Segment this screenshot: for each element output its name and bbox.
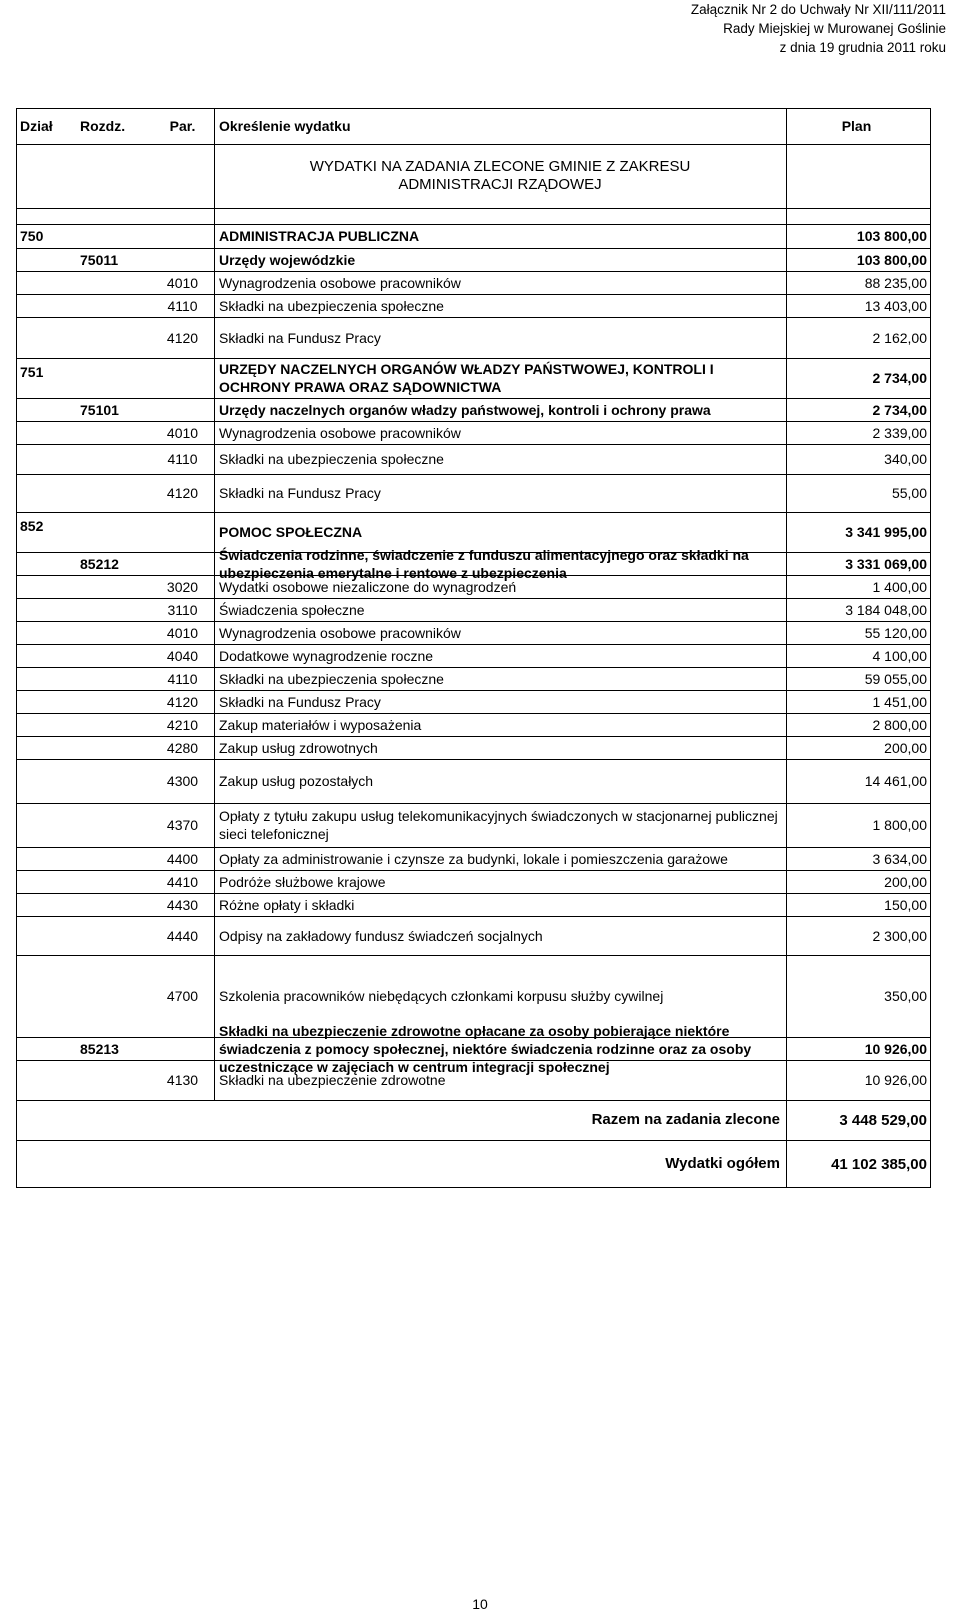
cell-plan: 3 331 069,00 xyxy=(845,555,927,572)
cell-plan: 55 120,00 xyxy=(864,624,927,641)
cell-plan: 2 300,00 xyxy=(872,927,927,944)
grid-line xyxy=(16,803,930,804)
grid-line xyxy=(16,1140,930,1141)
table-row xyxy=(16,644,930,667)
cell-plan: 103 800,00 xyxy=(856,228,927,244)
cell-par: 4210 xyxy=(166,716,199,733)
cell-dzial: 750 xyxy=(20,228,44,244)
cell-par xyxy=(151,398,214,421)
cell-opis: Opłaty za administrowanie i czynsze za budynki, lokale i pomieszczenia garażowe xyxy=(219,850,728,867)
cell-dzial xyxy=(16,317,71,358)
summary-label: Razem na zadania zlecone xyxy=(591,1111,780,1128)
expenditure-table xyxy=(16,108,930,1188)
grid-line xyxy=(16,144,930,145)
cell-par xyxy=(151,248,214,271)
grid-line xyxy=(16,1060,930,1061)
cell-par: 4010 xyxy=(166,624,199,641)
cell-opis: Składki na ubezpieczenie zdrowotne xyxy=(219,1072,446,1088)
cell-rozdz xyxy=(71,955,151,1037)
cell-rozdz xyxy=(71,759,151,803)
grid-line xyxy=(16,598,930,599)
cell-plan: 1 800,00 xyxy=(872,817,927,833)
cell-par: 4120 xyxy=(166,329,199,346)
cell-opis: Odpisy na zakładowy fundusz świadczeń socjalnych xyxy=(219,927,543,944)
summary-row xyxy=(16,1100,930,1140)
table-row xyxy=(16,1060,930,1100)
cell-opis: Różne opłaty i składki xyxy=(219,896,355,913)
table-row xyxy=(16,358,930,398)
cell-par: 4440 xyxy=(166,927,199,944)
grid-line xyxy=(214,108,215,1100)
cell-rozdz xyxy=(71,803,151,847)
cell-opis: Zakup materiałów i wyposażenia xyxy=(219,716,422,733)
cell-dzial: 751 xyxy=(20,364,44,380)
cell-opis: Składki na Fundusz Pracy xyxy=(219,693,381,710)
cell-par: 4120 xyxy=(166,693,199,710)
cell-par xyxy=(151,552,214,575)
cell-opis: Składki na Fundusz Pracy xyxy=(219,485,381,501)
cell-plan: 14 461,00 xyxy=(864,773,927,789)
table-row xyxy=(16,271,930,294)
grid-line xyxy=(16,870,930,871)
grid-line xyxy=(16,667,930,668)
cell-par: 4280 xyxy=(166,739,199,756)
header-line-1: Załącznik Nr 2 do Uchwały Nr XII/111/2011 xyxy=(690,2,946,17)
cell-rozdz xyxy=(71,444,151,474)
cell-plan: 3 341 995,00 xyxy=(845,524,927,540)
cell-plan: 3 634,00 xyxy=(872,850,927,867)
cell-dzial xyxy=(16,644,71,667)
cell-plan: 55,00 xyxy=(891,485,927,501)
cell-plan: 350,00 xyxy=(884,988,927,1004)
page-number: 10 xyxy=(472,1596,488,1612)
cell-opis: Wynagrodzenia osobowe pracowników xyxy=(219,424,461,441)
cell-opis: Składki na ubezpieczenia społeczne xyxy=(219,297,444,314)
table-row xyxy=(16,248,930,271)
cell-plan: 88 235,00 xyxy=(864,274,927,291)
cell-dzial xyxy=(16,248,71,271)
cell-opis: Wydatki osobowe niezaliczone do wynagrodzeń xyxy=(219,578,517,595)
cell-dzial xyxy=(16,1060,71,1100)
grid-line xyxy=(16,294,930,295)
grid-line xyxy=(16,358,930,359)
column-header-rozdz: Rozdz. xyxy=(80,118,126,134)
grid-line xyxy=(16,916,930,917)
table-row xyxy=(16,916,930,955)
cell-plan: 13 403,00 xyxy=(864,297,927,314)
grid-line xyxy=(16,713,930,714)
grid-line xyxy=(16,271,930,272)
cell-plan: 1 400,00 xyxy=(872,578,927,595)
grid-line xyxy=(16,893,930,894)
grid-line xyxy=(16,575,930,576)
cell-par: 4110 xyxy=(167,297,198,314)
cell-dzial xyxy=(16,271,71,294)
cell-rozdz xyxy=(71,916,151,955)
table-row xyxy=(16,1022,930,1075)
grid-line xyxy=(16,317,930,318)
cell-rozdz: 85212 xyxy=(80,555,119,572)
summary-row xyxy=(16,1140,930,1188)
cell-rozdz xyxy=(71,317,151,358)
table-row xyxy=(16,398,930,421)
cell-opis: Zakup usług zdrowotnych xyxy=(219,739,378,756)
cell-opis: Dodatkowe wynagrodzenie roczne xyxy=(219,647,434,664)
cell-dzial xyxy=(16,690,71,713)
cell-opis: Składki na ubezpieczenia społeczne xyxy=(219,670,444,687)
column-header-plan: Plan xyxy=(841,118,872,134)
table-row xyxy=(16,847,930,870)
cell-opis: Składki na Fundusz Pracy xyxy=(219,329,381,346)
grid-line xyxy=(16,552,930,553)
grid-line xyxy=(16,759,930,760)
cell-par: 3110 xyxy=(167,601,198,618)
table-row xyxy=(16,621,930,644)
cell-rozdz xyxy=(71,870,151,893)
cell-opis: Składki na ubezpieczenie zdrowotne opłacane za osoby pobierające niektóre świadczenia z pomocy społecznej, niektóre świadczenia rodzinne oraz za osoby uczestniczące w zajęciach w centrum integracji społecznej xyxy=(219,1022,752,1075)
cell-opis: Wynagrodzenia osobowe pracowników xyxy=(219,624,461,641)
grid-line xyxy=(16,444,930,445)
cell-rozdz xyxy=(71,474,151,512)
section-title-row xyxy=(16,144,930,208)
cell-opis: Urzędy naczelnych organów władzy państwowej, kontroli i ochrony prawa xyxy=(219,401,711,418)
cell-rozdz xyxy=(71,598,151,621)
cell-dzial xyxy=(16,294,71,317)
grid-line xyxy=(16,644,930,645)
cell-rozdz xyxy=(71,575,151,598)
cell-opis: Wynagrodzenia osobowe pracowników xyxy=(219,274,461,291)
cell-par: 4300 xyxy=(166,773,199,789)
grid-line xyxy=(16,108,930,109)
cell-opis: Urzędy wojewódzkie xyxy=(219,251,356,268)
cell-rozdz xyxy=(71,893,151,916)
cell-dzial xyxy=(16,759,71,803)
cell-par: 4110 xyxy=(167,451,198,467)
cell-opis: Podróże służbowe krajowe xyxy=(219,873,386,890)
cell-opis: Świadczenia społeczne xyxy=(219,601,365,618)
cell-plan: 200,00 xyxy=(884,739,927,756)
cell-par xyxy=(151,512,214,552)
cell-dzial xyxy=(16,421,71,444)
cell-dzial: 852 xyxy=(20,518,44,534)
cell-par xyxy=(151,358,214,398)
cell-plan: 4 100,00 xyxy=(872,647,927,664)
cell-rozdz xyxy=(71,736,151,759)
column-header-dzial: Dział xyxy=(20,118,53,134)
cell-dzial xyxy=(16,621,71,644)
cell-rozdz xyxy=(71,847,151,870)
cell-plan: 2 734,00 xyxy=(872,370,927,386)
cell-rozdz xyxy=(71,644,151,667)
table-row xyxy=(16,444,930,474)
cell-rozdz xyxy=(71,1060,151,1100)
table-row xyxy=(16,893,930,916)
cell-dzial xyxy=(16,736,71,759)
column-header-opis: Określenie wydatku xyxy=(219,118,351,134)
table-row xyxy=(16,317,930,358)
header-line-2: Rady Miejskiej w Murowanej Goślinie xyxy=(723,21,946,36)
cell-par: 4120 xyxy=(166,485,199,501)
cell-plan: 2 339,00 xyxy=(872,424,927,441)
table-row xyxy=(16,736,930,759)
column-header-par: Par. xyxy=(169,118,196,134)
grid-line xyxy=(16,108,17,1188)
cell-par: 4130 xyxy=(166,1072,199,1088)
cell-dzial xyxy=(16,667,71,690)
cell-plan: 2 734,00 xyxy=(872,401,927,418)
grid-line xyxy=(16,690,930,691)
cell-dzial xyxy=(16,713,71,736)
table-row xyxy=(16,575,930,598)
grid-line xyxy=(16,208,930,209)
cell-dzial xyxy=(16,803,71,847)
table-row xyxy=(16,803,930,847)
table-row xyxy=(16,598,930,621)
cell-rozdz xyxy=(71,690,151,713)
cell-plan: 10 926,00 xyxy=(864,1072,927,1088)
cell-par xyxy=(151,1037,214,1060)
cell-par: 4110 xyxy=(167,670,198,687)
cell-dzial xyxy=(16,870,71,893)
cell-dzial xyxy=(16,847,71,870)
cell-opis: URZĘDY NACZELNYCH ORGANÓW WŁADZY PAŃSTWOWEJ, KONTROLI I OCHRONY PRAWA ORAZ SĄDOWNICTWA xyxy=(219,361,714,395)
grid-line xyxy=(16,736,930,737)
cell-opis: Składki na ubezpieczenia społeczne xyxy=(219,451,444,467)
table-row xyxy=(16,690,930,713)
cell-opis: Zakup usług pozostałych xyxy=(219,773,374,789)
cell-dzial xyxy=(16,598,71,621)
cell-rozdz xyxy=(71,667,151,690)
cell-par: 4370 xyxy=(166,817,199,833)
grid-line xyxy=(16,1037,930,1038)
grid-line xyxy=(16,248,930,249)
cell-dzial xyxy=(16,916,71,955)
cell-plan: 59 055,00 xyxy=(864,670,927,687)
cell-opis: Szkolenia pracowników niebędących członkami korpusu służby cywilnej xyxy=(219,988,664,1004)
cell-plan: 150,00 xyxy=(884,896,927,913)
cell-par: 4400 xyxy=(166,850,199,867)
cell-opis: Świadczenia rodzinne, świadczenie z funduszu alimentacyjnego oraz składki na ubezpieczenia emerytalne i rentowe z ubezpieczenia xyxy=(219,546,749,581)
grid-line xyxy=(16,224,930,225)
cell-rozdz xyxy=(71,421,151,444)
cell-par: 4410 xyxy=(166,873,199,890)
cell-dzial xyxy=(16,474,71,512)
summary-label: Wydatki ogółem xyxy=(665,1155,780,1172)
summary-value: 41 102 385,00 xyxy=(831,1155,927,1173)
cell-rozdz xyxy=(71,713,151,736)
cell-rozdz: 85213 xyxy=(80,1040,119,1057)
cell-plan: 1 451,00 xyxy=(872,693,927,710)
spacer-row xyxy=(16,208,930,224)
cell-par: 4010 xyxy=(166,274,199,291)
cell-dzial xyxy=(16,444,71,474)
cell-opis: POMOC SPOŁECZNA xyxy=(219,524,363,540)
document-header xyxy=(691,0,946,57)
cell-rozdz xyxy=(71,512,151,552)
cell-rozdz: 75101 xyxy=(80,401,119,418)
cell-plan: 200,00 xyxy=(884,873,927,890)
cell-dzial xyxy=(16,955,71,1037)
cell-plan: 3 184 048,00 xyxy=(845,601,927,618)
table-row xyxy=(16,870,930,893)
cell-par: 4040 xyxy=(166,647,199,664)
cell-rozdz xyxy=(71,621,151,644)
cell-rozdz: 75011 xyxy=(80,251,119,268)
table-row xyxy=(16,546,930,581)
cell-opis: Opłaty z tytułu zakupu usług telekomunikacyjnych świadczonych w stacjonarnej publicznej sieci telefonicznej xyxy=(219,808,778,842)
cell-dzial xyxy=(16,1037,71,1060)
cell-dzial xyxy=(16,893,71,916)
cell-dzial xyxy=(16,575,71,598)
cell-par: 4700 xyxy=(166,988,199,1004)
grid-line xyxy=(16,421,930,422)
table-header-row xyxy=(16,108,930,144)
table-row xyxy=(16,224,930,248)
header-line-3: z dnia 19 grudnia 2011 roku xyxy=(779,40,946,55)
cell-rozdz xyxy=(71,294,151,317)
cell-par xyxy=(151,224,214,248)
cell-opis: ADMINISTRACJA PUBLICZNA xyxy=(219,228,420,244)
cell-plan: 2 162,00 xyxy=(872,329,927,346)
grid-line xyxy=(16,398,930,399)
table-row xyxy=(16,474,930,512)
cell-plan: 2 800,00 xyxy=(872,716,927,733)
table-row xyxy=(16,759,930,803)
cell-dzial xyxy=(16,398,71,421)
cell-par: 4010 xyxy=(166,424,199,441)
summary-value: 3 448 529,00 xyxy=(839,1111,927,1129)
grid-line xyxy=(786,108,787,1188)
table-row xyxy=(16,421,930,444)
table-row xyxy=(16,713,930,736)
table-row xyxy=(16,294,930,317)
cell-rozdz xyxy=(71,224,151,248)
cell-plan: 10 926,00 xyxy=(864,1040,927,1057)
cell-par: 4430 xyxy=(166,896,199,913)
grid-line xyxy=(16,621,930,622)
cell-rozdz xyxy=(71,271,151,294)
cell-rozdz xyxy=(71,358,151,398)
grid-line xyxy=(16,474,930,475)
grid-line xyxy=(16,1187,930,1188)
grid-line xyxy=(16,955,930,956)
table-row xyxy=(16,667,930,690)
grid-line xyxy=(16,847,930,848)
cell-plan: 340,00 xyxy=(884,451,927,467)
grid-line xyxy=(16,1100,930,1101)
section-title: WYDATKI NA ZADANIA ZLECONE GMINIE Z ZAKRESU ADMINISTRACJI RZĄDOWEJ xyxy=(309,158,691,193)
cell-plan: 103 800,00 xyxy=(856,251,927,268)
grid-line xyxy=(16,512,930,513)
cell-par: 3020 xyxy=(166,578,199,595)
grid-line xyxy=(930,108,931,1188)
cell-dzial xyxy=(16,552,71,575)
